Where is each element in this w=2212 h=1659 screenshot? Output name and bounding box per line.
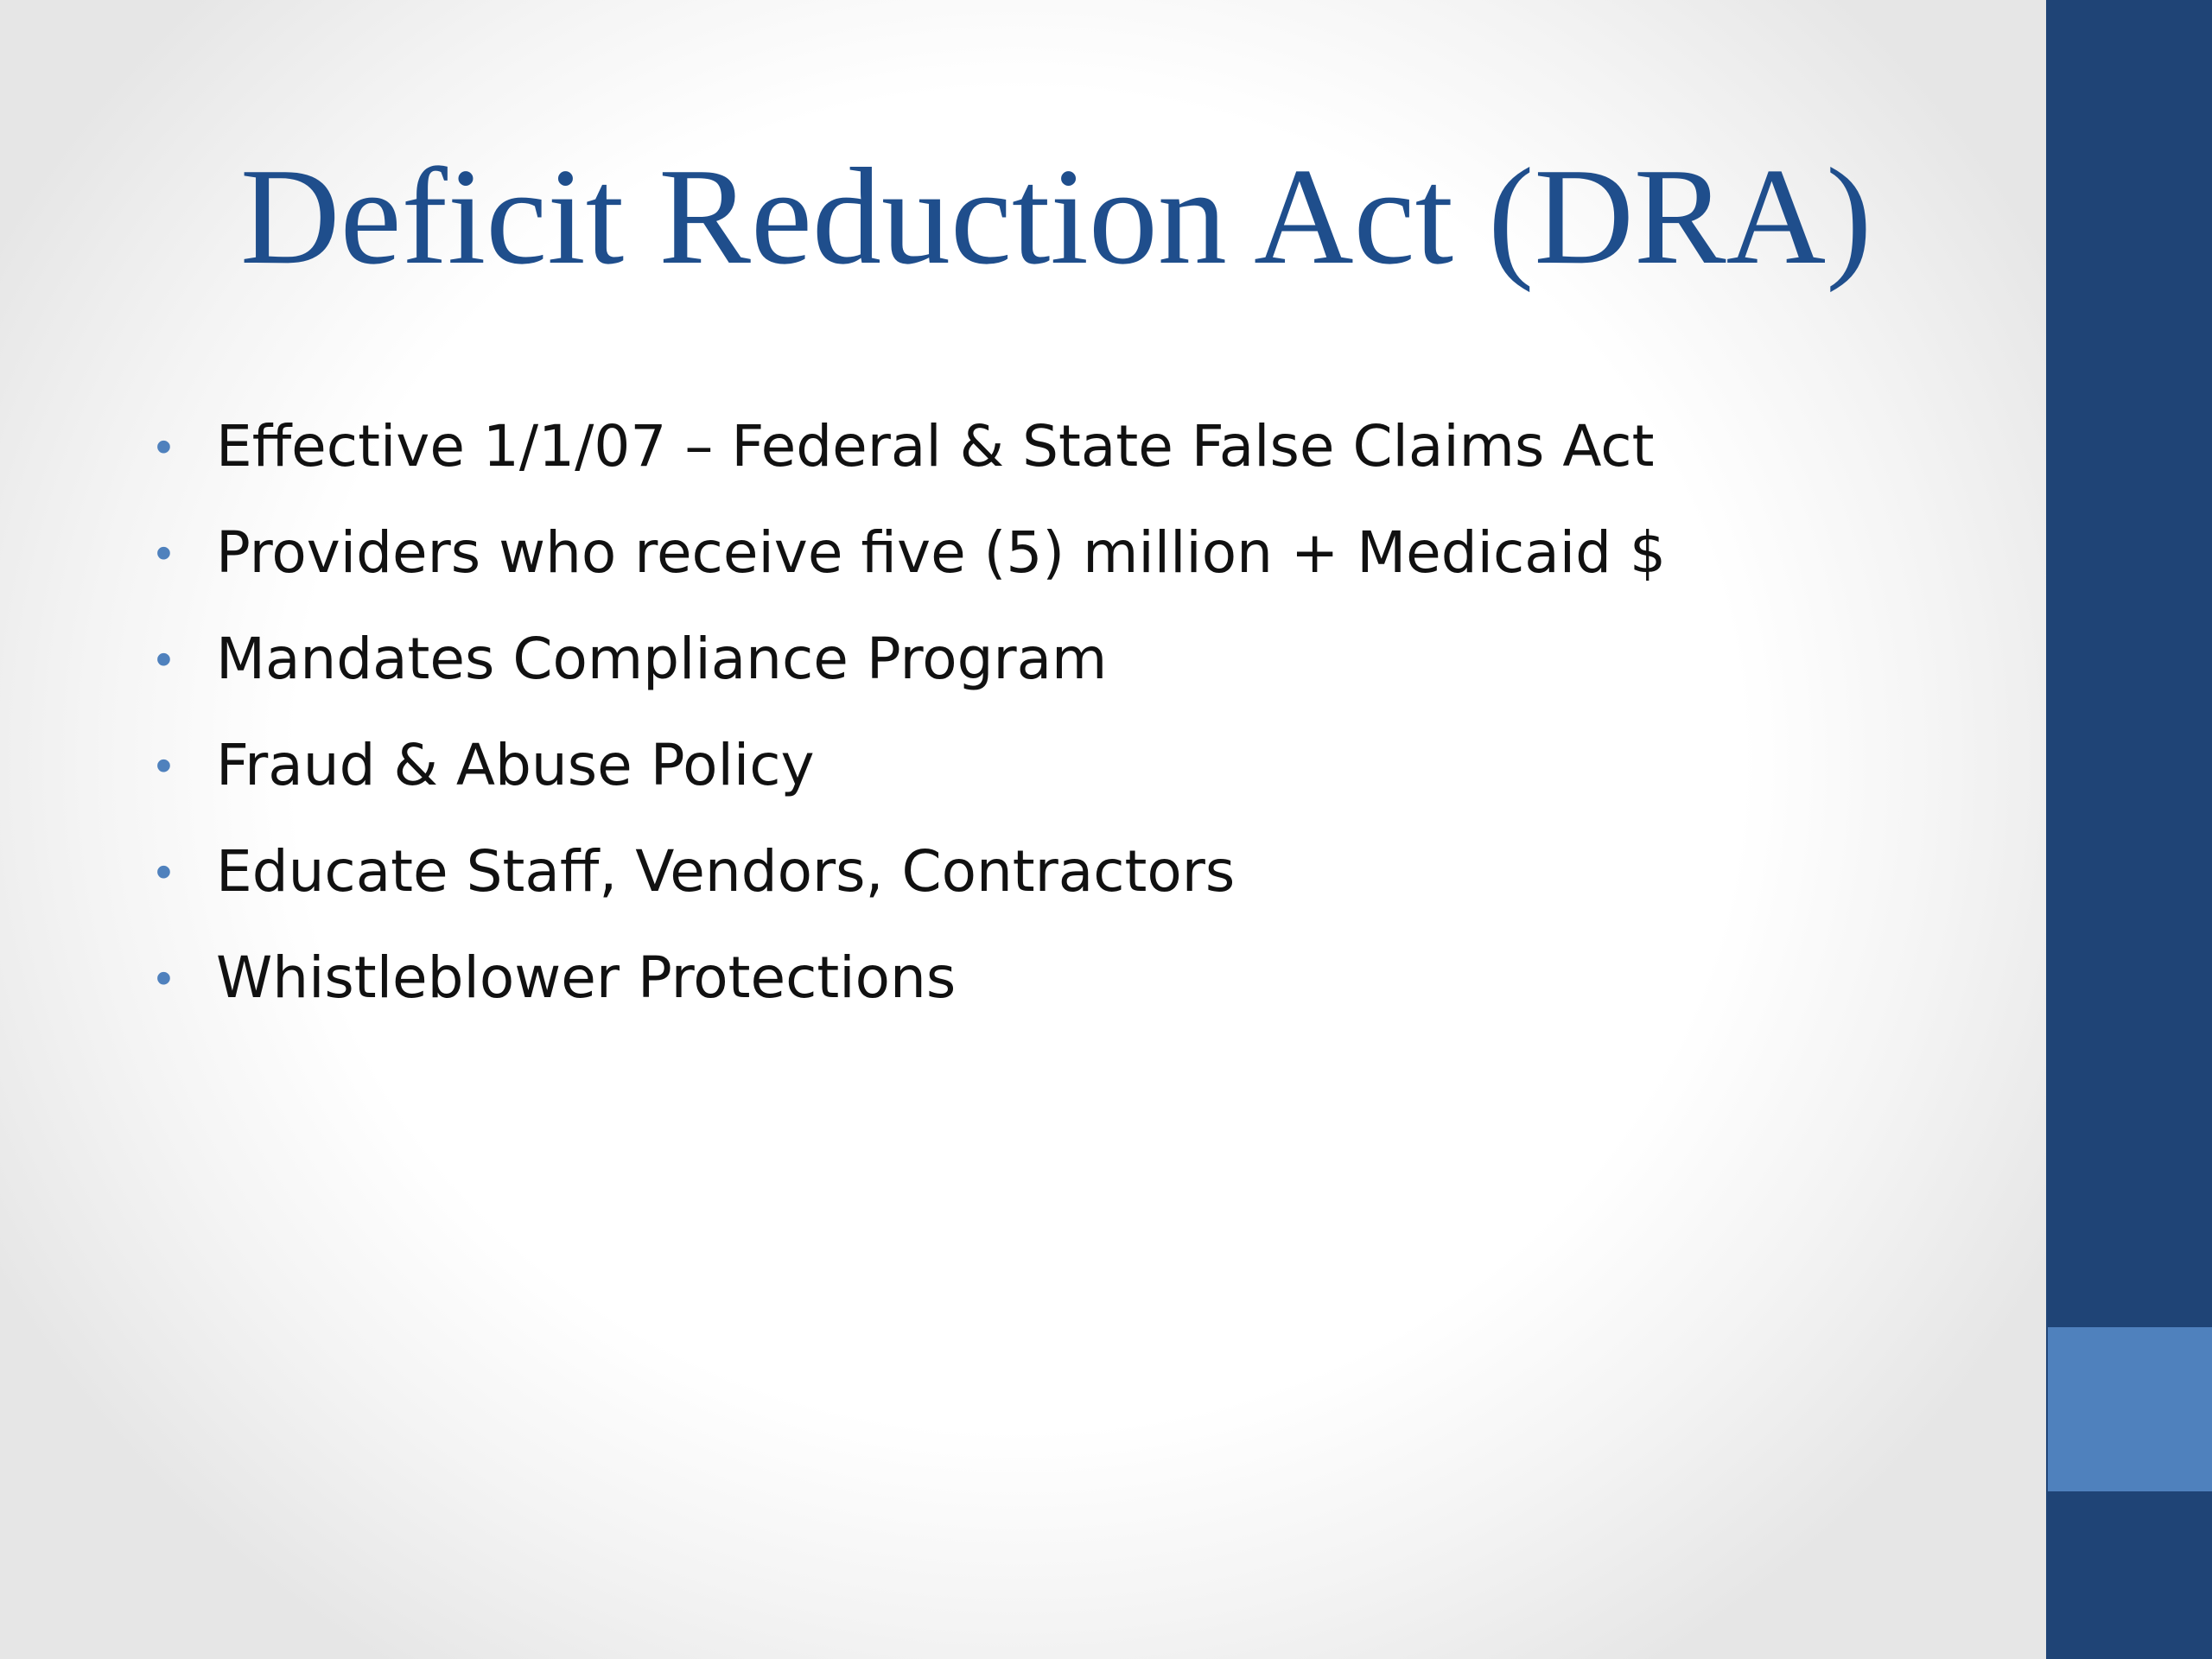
bullet-item [156,606,2013,712]
bullet-text: Whistleblower Protections [216,944,957,1011]
bullet-item [156,712,2013,818]
side-accent-block [2048,1327,2212,1491]
bullet-text: Educate Staff, Vendors, Contractors [216,837,1236,905]
bullet-item [156,925,2013,1031]
bullet-icon: • [156,845,172,898]
bullet-icon: • [156,420,172,473]
bullet-icon: • [156,739,172,791]
bullet-item [156,393,2013,499]
slide-title: Deficit Reduction Act (DRA) [240,139,1872,293]
bullet-list [156,393,2013,1031]
bullet-item [156,499,2013,606]
bullet-icon: • [156,632,172,685]
bullet-icon: • [156,951,172,1004]
bullet-text: Effective 1/1/07 – Federal & State False Claims Act [216,412,1655,480]
bullet-text: Mandates Compliance Program [216,625,1108,692]
bullet-icon: • [156,526,172,579]
bullet-item [156,818,2013,925]
bullet-text: Providers who receive five (5) million + Medicaid $ [216,518,1666,586]
bullet-text: Fraud & Abuse Policy [216,731,815,798]
